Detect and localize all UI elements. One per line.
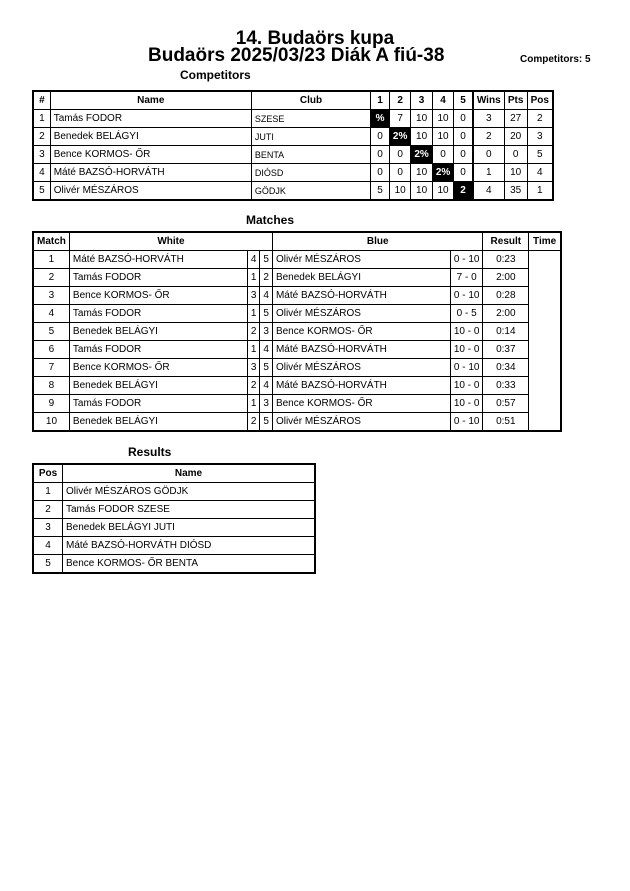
match-blue-id: 5 — [260, 251, 273, 269]
competitor-score-r2: 7 — [389, 110, 410, 128]
col-time: Time — [529, 232, 561, 251]
competitor-club: SZESE — [251, 110, 370, 128]
match-blue: Olivér MÉSZÁROS — [272, 251, 450, 269]
col-r4: 4 — [432, 91, 453, 110]
result-name: Benedek BELÁGYI JUTI — [63, 519, 316, 537]
match-blue: Olivér MÉSZÁROS — [272, 305, 450, 323]
result-pos: 1 — [33, 483, 63, 501]
match-white-id: 4 — [247, 251, 260, 269]
competitor-score-r5: 2 — [454, 182, 473, 201]
match-white-id: 2 — [247, 377, 260, 395]
match-blue-id: 5 — [260, 305, 273, 323]
competitor-score-r5: 0 — [454, 164, 473, 182]
competitor-score-r4: 10 — [432, 110, 453, 128]
competitor-score-r4: 2% — [432, 164, 453, 182]
match-result: 0 - 10 — [450, 359, 483, 377]
results-header-row — [33, 464, 315, 483]
col-club: Club — [251, 91, 370, 110]
competitor-score-r3: 2% — [411, 146, 432, 164]
match-white: Benedek BELÁGYI — [69, 323, 247, 341]
competitors-heading: Competitors — [180, 68, 251, 82]
match-blue: Máté BAZSÓ-HORVÁTH — [272, 287, 450, 305]
col-pos: Pos — [527, 91, 553, 110]
competitor-row — [33, 146, 553, 164]
match-row — [33, 359, 561, 377]
matches-heading: Matches — [246, 213, 295, 227]
page-title: 14. Budaörs kupa — [235, 28, 395, 49]
result-name: Máté BAZSÓ-HORVÁTH DIÓSD — [63, 537, 316, 555]
match-number: 9 — [33, 395, 69, 413]
col-r5: 5 — [454, 91, 473, 110]
competitor-name: Bence KORMOS- ŐR — [50, 146, 251, 164]
match-row — [33, 323, 561, 341]
match-number: 5 — [33, 323, 69, 341]
competitor-score-r1: 0 — [371, 146, 390, 164]
competitor-club: GÖDJK — [251, 182, 370, 201]
match-blue: Benedek BELÁGYI — [272, 269, 450, 287]
competitor-score-r2: 10 — [389, 182, 410, 201]
col-pts: Pts — [504, 91, 527, 110]
match-row — [33, 305, 561, 323]
match-row — [33, 341, 561, 359]
match-time: 0:34 — [483, 359, 529, 377]
competitor-num: 1 — [33, 110, 50, 128]
competitor-score-r3: 10 — [411, 110, 432, 128]
match-blue: Bence KORMOS- ŐR — [272, 395, 450, 413]
match-blue-id: 2 — [260, 269, 273, 287]
col-name: Name — [50, 91, 251, 110]
page-subtitle: Budaörs 2025/03/23 Diák A fiú-38 — [148, 45, 445, 66]
col-result: Result — [483, 232, 529, 251]
match-white: Benedek BELÁGYI — [69, 413, 247, 432]
match-blue-id: 3 — [260, 323, 273, 341]
match-white: Tamás FODOR — [69, 341, 247, 359]
match-result: 10 - 0 — [450, 323, 483, 341]
match-result: 10 - 0 — [450, 341, 483, 359]
competitor-name: Olivér MÉSZÁROS — [50, 182, 251, 201]
result-row — [33, 501, 315, 519]
match-number: 8 — [33, 377, 69, 395]
match-number: 1 — [33, 251, 69, 269]
competitor-wins: 4 — [473, 182, 504, 201]
competitor-club: DIÓSD — [251, 164, 370, 182]
match-row — [33, 377, 561, 395]
competitor-row — [33, 110, 553, 128]
competitor-row — [33, 182, 553, 201]
competitor-wins: 2 — [473, 128, 504, 146]
competitor-pts: 27 — [504, 110, 527, 128]
competitor-score-r1: 5 — [371, 182, 390, 201]
match-result: 0 - 10 — [450, 251, 483, 269]
col-wins: Wins — [473, 91, 504, 110]
match-time: 2:00 — [483, 305, 529, 323]
results-heading: Results — [128, 445, 172, 459]
match-white: Tamás FODOR — [69, 269, 247, 287]
competitor-club: JUTI — [251, 128, 370, 146]
competitor-num: 4 — [33, 164, 50, 182]
competitor-num: 3 — [33, 146, 50, 164]
competitor-pos: 5 — [527, 146, 553, 164]
match-white-id: 1 — [247, 305, 260, 323]
results-table — [32, 463, 316, 574]
match-blue: Máté BAZSÓ-HORVÁTH — [272, 341, 450, 359]
match-blue: Olivér MÉSZÁROS — [272, 413, 450, 432]
competitor-score-r2: 0 — [389, 164, 410, 182]
match-number: 10 — [33, 413, 69, 432]
match-time: 0:51 — [483, 413, 529, 432]
competitor-score-r4: 0 — [432, 146, 453, 164]
competitor-name: Benedek BELÁGYI — [50, 128, 251, 146]
match-white-id: 2 — [247, 323, 260, 341]
match-row — [33, 269, 561, 287]
result-pos: 5 — [33, 555, 63, 574]
competitor-score-r3: 10 — [411, 128, 432, 146]
match-time: 0:57 — [483, 395, 529, 413]
competitor-name: Máté BAZSÓ-HORVÁTH — [50, 164, 251, 182]
competitor-wins: 0 — [473, 146, 504, 164]
match-number: 6 — [33, 341, 69, 359]
match-white: Bence KORMOS- ŐR — [69, 287, 247, 305]
match-white-id: 3 — [247, 359, 260, 377]
match-result: 7 - 0 — [450, 269, 483, 287]
match-white-id: 2 — [247, 413, 260, 432]
result-name: Tamás FODOR SZESE — [63, 501, 316, 519]
match-white: Benedek BELÁGYI — [69, 377, 247, 395]
result-row — [33, 555, 315, 574]
match-row — [33, 251, 561, 269]
result-row — [33, 537, 315, 555]
competitor-score-r5: 0 — [454, 110, 473, 128]
match-result: 10 - 0 — [450, 377, 483, 395]
match-white-id: 3 — [247, 287, 260, 305]
col-name: Name — [63, 464, 316, 483]
match-white: Tamás FODOR — [69, 305, 247, 323]
competitor-num: 2 — [33, 128, 50, 146]
match-white: Máté BAZSÓ-HORVÁTH — [69, 251, 247, 269]
competitors-header-row — [33, 91, 553, 110]
competitor-pts: 0 — [504, 146, 527, 164]
competitor-score-r1: % — [371, 110, 390, 128]
competitor-num: 5 — [33, 182, 50, 201]
competitor-score-r2: 0 — [389, 146, 410, 164]
competitor-row — [33, 128, 553, 146]
match-white: Bence KORMOS- ŐR — [69, 359, 247, 377]
col-match: Match — [33, 232, 69, 251]
result-pos: 2 — [33, 501, 63, 519]
competitor-pos: 2 — [527, 110, 553, 128]
match-row — [33, 287, 561, 305]
match-time: 0:23 — [483, 251, 529, 269]
competitor-score-r1: 0 — [371, 164, 390, 182]
competitor-score-r2: 2% — [389, 128, 410, 146]
match-result: 0 - 10 — [450, 287, 483, 305]
competitor-score-r1: 0 — [371, 128, 390, 146]
result-pos: 3 — [33, 519, 63, 537]
match-blue-id: 3 — [260, 395, 273, 413]
match-blue-id: 4 — [260, 377, 273, 395]
result-row — [33, 483, 315, 501]
competitor-pts: 10 — [504, 164, 527, 182]
competitor-club: BENTA — [251, 146, 370, 164]
competitor-row — [33, 164, 553, 182]
col-white: White — [69, 232, 272, 251]
match-row — [33, 413, 561, 432]
match-blue-id: 4 — [260, 287, 273, 305]
result-name: Bence KORMOS- ŐR BENTA — [63, 555, 316, 574]
competitor-wins: 3 — [473, 110, 504, 128]
result-row — [33, 519, 315, 537]
col-r3: 3 — [411, 91, 432, 110]
col-r1: 1 — [371, 91, 390, 110]
competitors-count: Competitors: 5 — [520, 54, 591, 65]
col-pos: Pos — [33, 464, 63, 483]
competitors-table — [32, 90, 554, 201]
col-num: # — [33, 91, 50, 110]
competitor-name: Tamás FODOR — [50, 110, 251, 128]
result-pos: 4 — [33, 537, 63, 555]
match-time: 0:37 — [483, 341, 529, 359]
competitor-score-r5: 0 — [454, 128, 473, 146]
competitor-score-r4: 10 — [432, 128, 453, 146]
match-blue: Olivér MÉSZÁROS — [272, 359, 450, 377]
col-r2: 2 — [389, 91, 410, 110]
competitor-score-r3: 10 — [411, 164, 432, 182]
match-white-id: 1 — [247, 341, 260, 359]
match-blue-id: 5 — [260, 413, 273, 432]
match-blue: Máté BAZSÓ-HORVÁTH — [272, 377, 450, 395]
result-name: Olivér MÉSZÁROS GÖDJK — [63, 483, 316, 501]
competitor-pos: 4 — [527, 164, 553, 182]
col-blue: Blue — [272, 232, 483, 251]
match-number: 7 — [33, 359, 69, 377]
competitor-score-r4: 10 — [432, 182, 453, 201]
competitor-pos: 1 — [527, 182, 553, 201]
competitor-wins: 1 — [473, 164, 504, 182]
match-number: 4 — [33, 305, 69, 323]
match-blue-id: 5 — [260, 359, 273, 377]
match-row — [33, 395, 561, 413]
competitor-pts: 20 — [504, 128, 527, 146]
match-time: 0:14 — [483, 323, 529, 341]
matches-header-row — [33, 232, 561, 251]
match-white-id: 1 — [247, 269, 260, 287]
match-time: 0:28 — [483, 287, 529, 305]
competitor-pts: 35 — [504, 182, 527, 201]
match-result: 10 - 0 — [450, 395, 483, 413]
match-white: Tamás FODOR — [69, 395, 247, 413]
match-blue: Bence KORMOS- ŐR — [272, 323, 450, 341]
match-time: 2:00 — [483, 269, 529, 287]
competitor-score-r3: 10 — [411, 182, 432, 201]
match-number: 2 — [33, 269, 69, 287]
matches-table — [32, 231, 562, 432]
competitor-score-r5: 0 — [454, 146, 473, 164]
match-white-id: 1 — [247, 395, 260, 413]
competitor-pos: 3 — [527, 128, 553, 146]
match-number: 3 — [33, 287, 69, 305]
match-result: 0 - 10 — [450, 413, 483, 432]
match-time: 0:33 — [483, 377, 529, 395]
match-result: 0 - 5 — [450, 305, 483, 323]
match-blue-id: 4 — [260, 341, 273, 359]
